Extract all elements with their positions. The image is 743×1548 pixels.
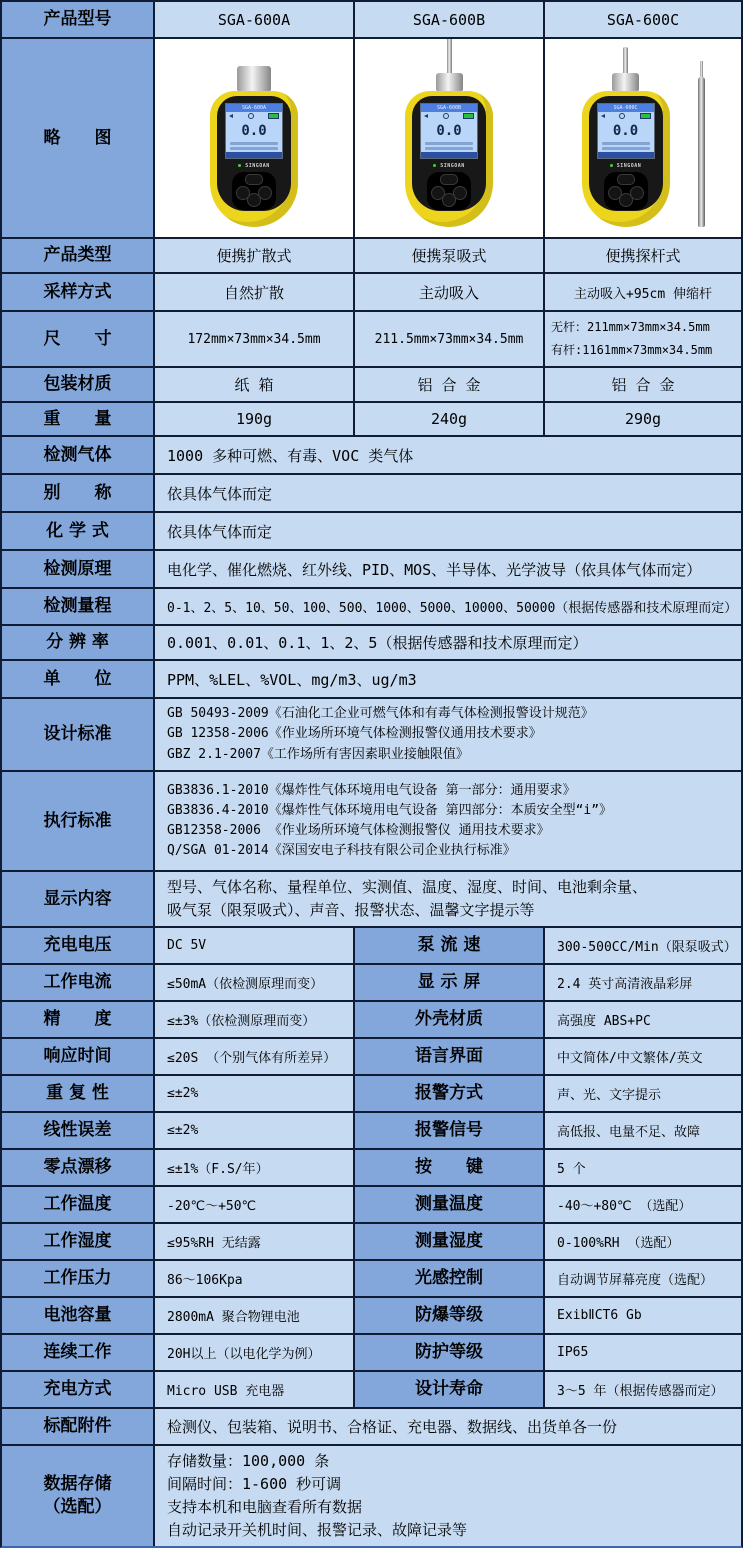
spec-label: 精 度 <box>2 1002 155 1037</box>
row-label-accessories: 标配附件 <box>2 1409 155 1444</box>
spec-label: 电池容量 <box>2 1298 155 1333</box>
screen-model-text: SGA-600B <box>421 104 477 112</box>
keypad <box>604 172 648 210</box>
battery-icon <box>463 113 474 119</box>
spec-label: 报警方式 <box>355 1076 545 1111</box>
dims-line: 无杆：211mm×73mm×34.5mm <box>551 320 710 335</box>
value-a: 172mm×73mm×34.5mm <box>155 312 355 366</box>
spec-value: 自动调节屏幕亮度（选配） <box>545 1261 741 1296</box>
standard-line: GB12358-2006 《作业场所环境气体检测报警仪 通用技术要求》 <box>167 823 550 838</box>
model-c-cell: SGA-600C <box>545 2 741 37</box>
row-value-multiline <box>155 772 741 870</box>
keypad <box>427 172 471 210</box>
row-value: 电化学、催化燃烧、红外线、PID、MOS、半导体、光学波导（依具体气体而定） <box>155 551 741 587</box>
screen-info-rows <box>421 142 477 152</box>
product-image-b <box>355 39 545 237</box>
value-b: 便携泵吸式 <box>355 239 545 272</box>
row-value: 1000 多种可燃、有毒、VOC 类气体 <box>155 437 741 473</box>
spec-label: 零点漂移 <box>2 1150 155 1185</box>
spec-label: 测量湿度 <box>355 1224 545 1259</box>
speaker-icon <box>601 114 605 118</box>
device-panel <box>589 96 663 211</box>
dims-line: 有杆:1161mm×73mm×34.5mm <box>551 343 713 357</box>
screen-info-rows <box>598 142 654 152</box>
status-icons <box>226 112 282 119</box>
brand-text: SINGOAN <box>440 162 465 169</box>
table-row <box>2 1409 741 1446</box>
table-row <box>2 437 741 475</box>
table-row <box>2 626 741 661</box>
table-row <box>2 475 741 513</box>
menu-button-icon <box>617 174 635 185</box>
screen-reading: 0.0 <box>612 122 639 139</box>
row-label: 检测气体 <box>2 437 155 473</box>
spec-value: -20℃～+50℃ <box>155 1187 355 1222</box>
screen-status-bar <box>226 152 282 158</box>
table-row <box>2 403 741 437</box>
menu-button-icon <box>245 174 263 185</box>
sketch-row <box>2 39 741 239</box>
brand-row <box>238 160 270 171</box>
device-panel <box>217 96 291 211</box>
spec-label: 工作压力 <box>2 1261 155 1296</box>
spec-value: 20H以上（以电化学为例） <box>155 1335 355 1370</box>
spec-value: Micro USB 充电器 <box>155 1372 355 1407</box>
header-row <box>2 2 741 39</box>
row-label-product-model: 产品型号 <box>2 2 155 37</box>
info-bar <box>602 142 650 145</box>
spec-row <box>2 1335 741 1372</box>
row-label: 检测原理 <box>2 551 155 587</box>
row-value-multiline <box>155 1446 741 1546</box>
spec-value: ≤50mA（依检测原理而变） <box>155 965 355 1000</box>
spec-value: 2800mA 聚合物锂电池 <box>155 1298 355 1333</box>
table-row <box>2 274 741 312</box>
table-row <box>2 551 741 589</box>
row-label: 采样方式 <box>2 274 155 310</box>
spec-row <box>2 1187 741 1224</box>
row-label: 分 辨 率 <box>2 626 155 659</box>
screen-model-text: SGA-600A <box>226 104 282 112</box>
spec-value: ≤±2% <box>155 1113 355 1148</box>
enter-button-icon <box>247 193 261 207</box>
spec-row <box>2 928 741 965</box>
device-illustration-pump <box>405 39 493 227</box>
lcd-screen <box>225 103 283 159</box>
spec-label: 充电电压 <box>2 928 155 963</box>
row-label-sketch: 略 图 <box>2 39 155 237</box>
speaker-icon <box>229 114 233 118</box>
product-image-c <box>545 39 741 237</box>
table-row <box>2 589 741 626</box>
spec-label: 防爆等级 <box>355 1298 545 1333</box>
status-icons <box>598 112 654 119</box>
spec-value: 声、光、文字提示 <box>545 1076 741 1111</box>
value-a: 纸 箱 <box>155 368 355 401</box>
spec-label: 语言界面 <box>355 1039 545 1074</box>
device-illustration-diffusion <box>210 66 298 227</box>
value-c <box>545 312 741 366</box>
spec-label: 工作电流 <box>2 965 155 1000</box>
row-label-design-standard: 设计标准 <box>2 699 155 770</box>
standard-line: GB 50493-2009《石油化工企业可燃气体和有毒气体检测报警设计规范》 <box>167 706 594 722</box>
label-line: 数据存储 <box>43 1474 112 1495</box>
value-b: 240g <box>355 403 545 435</box>
spec-value: 中文简体/中文繁体/英文 <box>545 1039 741 1074</box>
row-value: 0-1、2、5、10、50、100、500、1000、5000、10000、50000（根据传感器和技术原理而定） <box>155 589 741 624</box>
row-value: 检测仪、包装箱、说明书、合格证、充电器、数据线、出货单各一份 <box>155 1409 741 1444</box>
device-body <box>582 91 670 227</box>
lcd-screen <box>420 103 478 159</box>
brand-text: SINGOAN <box>616 162 642 169</box>
value-c: 便携探杆式 <box>545 239 741 272</box>
model-b-cell: SGA-600B <box>355 2 545 37</box>
row-value-multiline <box>155 699 741 770</box>
row-value: PPM、%LEL、%VOL、mg/m3、ug/m3 <box>155 661 741 697</box>
spec-value: 高低报、电量不足、故障 <box>545 1113 741 1148</box>
screen-info-rows <box>226 142 282 152</box>
spec-value: ≤95%RH 无结露 <box>155 1224 355 1259</box>
spec-row <box>2 1002 741 1039</box>
value-c: 290g <box>545 403 741 435</box>
value-b: 211.5mm×73mm×34.5mm <box>355 312 545 366</box>
sensor-cap <box>612 73 639 92</box>
model-a-cell: SGA-600A <box>155 2 355 37</box>
storage-line: 间隔时间：1-600 秒可调 <box>167 1474 342 1493</box>
spec-row <box>2 1372 741 1409</box>
enter-button-icon <box>619 193 633 207</box>
spec-value: 0-100%RH （选配） <box>545 1224 741 1259</box>
spec-value: ≤±2% <box>155 1076 355 1111</box>
value-b: 铝 合 金 <box>355 368 545 401</box>
table-row <box>2 1446 741 1546</box>
status-icons <box>421 112 477 119</box>
spec-row <box>2 1076 741 1113</box>
led-indicator <box>238 164 241 167</box>
content-line: 吸气泵（限泵吸式）、声音、报警状态、温馨文字提示等 <box>167 901 535 919</box>
standard-line: Q/SGA 01-2014《深国安电子科技有限公司企业执行标准》 <box>167 843 516 859</box>
info-bar <box>602 147 650 150</box>
screen-status-bar <box>421 152 477 158</box>
storage-line: 支持本机和电脑查看所有数据 <box>167 1498 363 1516</box>
spec-label: 光感控制 <box>355 1261 545 1296</box>
rod-tip <box>700 61 703 77</box>
row-label: 化 学 式 <box>2 513 155 549</box>
spec-value: ≤20S （个别气体有所差异） <box>155 1039 355 1074</box>
rod-shaft <box>698 77 705 227</box>
spec-value: 2.4 英寸高清液晶彩屏 <box>545 965 741 1000</box>
sensor-cap <box>237 66 271 92</box>
value-b: 主动吸入 <box>355 274 545 310</box>
fan-icon <box>619 113 625 119</box>
standard-line: GB3836.4-2010《爆炸性气体环境用电气设备 第四部分：本质安全型“i”》 <box>167 802 613 818</box>
brand-row <box>433 160 465 171</box>
speaker-icon <box>424 114 428 118</box>
value-c: 主动吸入+95cm 伸缩杆 <box>545 274 741 310</box>
led-indicator <box>610 164 613 167</box>
fan-icon <box>248 113 254 119</box>
standard-line: GBZ 2.1-2007《工作场所有害因素职业接触限值》 <box>167 746 469 762</box>
spec-row <box>2 1113 741 1150</box>
info-bar <box>230 142 278 145</box>
led-indicator <box>433 164 436 167</box>
spec-value: ≤±1%（F.S/年） <box>155 1150 355 1185</box>
battery-icon <box>640 113 651 119</box>
spec-value: 86～106Kpa <box>155 1261 355 1296</box>
row-value: 依具体气体而定 <box>155 513 741 549</box>
spec-label: 测量温度 <box>355 1187 545 1222</box>
screen-reading: 0.0 <box>436 122 462 139</box>
value-a: 自然扩散 <box>155 274 355 310</box>
spec-value: 300-500CC/Min（限泵吸式） <box>545 928 741 963</box>
keypad <box>232 172 276 210</box>
row-label-exec-standard: 执行标准 <box>2 772 155 870</box>
lcd-screen <box>597 103 655 159</box>
value-c: 铝 合 金 <box>545 368 741 401</box>
spec-label: 响应时间 <box>2 1039 155 1074</box>
spec-value: 5 个 <box>545 1150 741 1185</box>
spec-row <box>2 965 741 1002</box>
storage-line: 自动记录开关机时间、报警记录、故障记录等 <box>167 1521 468 1540</box>
product-image-a <box>155 39 355 237</box>
table-row <box>2 239 741 274</box>
standard-line: GB 12358-2006《作业场所环境气体检测报警仪通用技术要求》 <box>167 726 542 742</box>
menu-button-icon <box>440 174 458 185</box>
device-body <box>405 91 493 227</box>
info-bar <box>230 147 278 150</box>
spec-label: 显 示 屏 <box>355 965 545 1000</box>
spec-label: 设计寿命 <box>355 1372 545 1407</box>
row-value: 0.001、0.01、0.1、1、2、5（根据传感器和技术原理而定） <box>155 626 741 659</box>
storage-line: 存储数量：100,000 条 <box>167 1451 330 1470</box>
row-label-data-storage <box>2 1446 155 1546</box>
value-a: 便携扩散式 <box>155 239 355 272</box>
standard-line: GB3836.1-2010《爆炸性气体环境用电气设备 第一部分：通用要求》 <box>167 782 576 798</box>
spec-label: 工作温度 <box>2 1187 155 1222</box>
enter-button-icon <box>442 193 456 207</box>
battery-icon <box>268 113 279 119</box>
spec-value: -40～+80℃ （选配） <box>545 1187 741 1222</box>
row-label-display-content: 显示内容 <box>2 872 155 926</box>
info-bar <box>425 147 473 150</box>
spec-label: 泵 流 速 <box>355 928 545 963</box>
table-row <box>2 312 741 368</box>
row-label: 尺 寸 <box>2 312 155 366</box>
content-line: 型号、气体名称、量程单位、实测值、温度、湿度、时间、电池剩余量、 <box>167 877 648 896</box>
row-label: 单 位 <box>2 661 155 697</box>
table-row <box>2 513 741 551</box>
brand-row <box>610 160 642 171</box>
row-label: 产品类型 <box>2 239 155 272</box>
screen-status-bar <box>598 152 654 158</box>
spec-row <box>2 1039 741 1076</box>
value-a: 190g <box>155 403 355 435</box>
spec-label: 重 复 性 <box>2 1076 155 1111</box>
row-value: 依具体气体而定 <box>155 475 741 511</box>
spec-value: DC 5V <box>155 928 355 963</box>
table-row <box>2 661 741 699</box>
spec-row <box>2 1150 741 1187</box>
spec-row <box>2 1298 741 1335</box>
spec-label: 工作湿度 <box>2 1224 155 1259</box>
probe <box>447 39 452 73</box>
brand-text: SINGOAN <box>245 162 270 169</box>
row-label: 重 量 <box>2 403 155 435</box>
device-body <box>210 91 298 227</box>
info-bar <box>425 142 473 145</box>
row-label: 包装材质 <box>2 368 155 401</box>
device-illustration-rod <box>582 47 670 227</box>
spec-value: ExibⅡCT6 Gb <box>545 1298 741 1333</box>
spec-value: IP65 <box>545 1335 741 1370</box>
row-label: 检测量程 <box>2 589 155 624</box>
table-row <box>2 872 741 928</box>
label-line: （选配） <box>43 1497 112 1517</box>
row-label: 别 称 <box>2 475 155 511</box>
spec-value: 3～5 年（根据传感器而定） <box>545 1372 741 1407</box>
spec-label: 防护等级 <box>355 1335 545 1370</box>
sensor-cap <box>436 73 463 92</box>
spec-label: 线性误差 <box>2 1113 155 1148</box>
table-row <box>2 772 741 872</box>
spec-label: 充电方式 <box>2 1372 155 1407</box>
table-row <box>2 699 741 772</box>
spec-label: 报警信号 <box>355 1113 545 1148</box>
telescopic-rod <box>698 61 705 227</box>
spec-value: 高强度 ABS+PC <box>545 1002 741 1037</box>
device-panel <box>412 96 486 211</box>
spec-label: 外壳材质 <box>355 1002 545 1037</box>
row-value-multiline <box>155 872 741 926</box>
spec-row <box>2 1261 741 1298</box>
spec-row <box>2 1224 741 1261</box>
spec-label: 按 键 <box>355 1150 545 1185</box>
screen-model-text: SGA-600C <box>598 104 654 112</box>
table-row <box>2 368 741 403</box>
screen-reading: 0.0 <box>241 122 267 139</box>
probe <box>623 47 628 73</box>
fan-icon <box>443 113 449 119</box>
spec-value: ≤±3%（依检测原理而变） <box>155 1002 355 1037</box>
spec-label: 连续工作 <box>2 1335 155 1370</box>
